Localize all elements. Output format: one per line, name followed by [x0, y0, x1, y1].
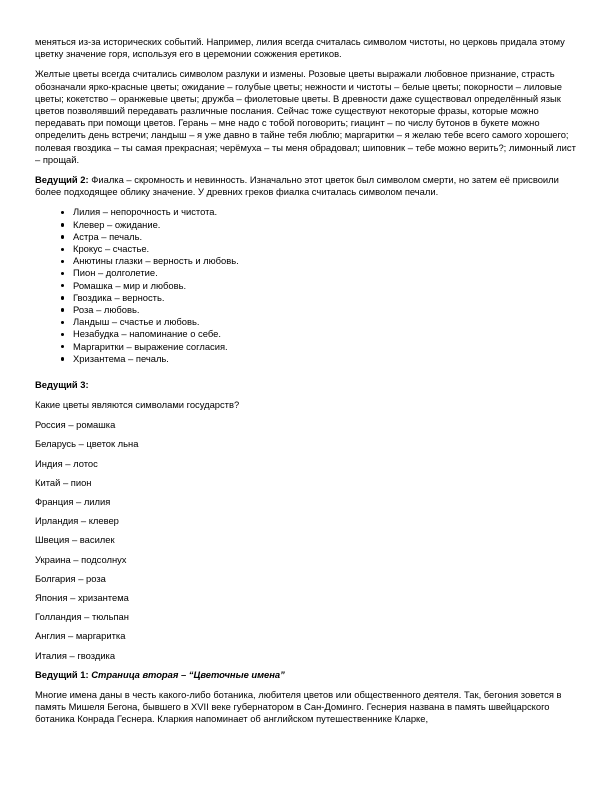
speaker-label: Ведущий 1:: [35, 668, 89, 680]
country-item: Ирландия – клевер: [35, 515, 119, 527]
section-heading: [35, 669, 577, 681]
list-item: Хризантема – печаль.: [73, 353, 577, 365]
country-item: Болгария – роза: [35, 572, 106, 584]
list-item: Гвоздика – верность.: [73, 292, 577, 304]
document-page: [35, 36, 577, 734]
list-item: Роза – любовь.: [73, 304, 577, 316]
speaker-label: Ведущий 2:: [35, 174, 89, 186]
list-item: Клевер – ожидание.: [73, 219, 577, 231]
country-item: Украина – подсолнух: [35, 553, 127, 565]
list-item: Маргаритки – выражение согласия.: [73, 341, 577, 353]
list-item: Лилия – непорочность и чистота.: [73, 206, 577, 218]
flower-meaning-list: [35, 206, 577, 364]
country-item: Беларусь – цветок льна: [35, 438, 139, 450]
country-item: Италия – гвоздика: [35, 649, 116, 661]
speaker-3-heading: Ведущий 3:: [35, 378, 89, 390]
list-item: Астра – печаль.: [73, 231, 577, 243]
country-item: Китай – пион: [35, 476, 92, 488]
paragraph-names: Многие имена даны в честь какого-либо ботаника, любителя цветов или общественного деятеля. Так, бегония зовется в память Мишеля Бегона, бывшего в XVII веке губернатором в Сан-Доминго. Геснерия названа в память швейцарского ботаника Конрада Геснера. Кларкия напоминает об английском путешественнике Кларке,: [35, 688, 562, 725]
country-item: Япония – хризантема: [35, 591, 129, 603]
country-item: Швеция – василек: [35, 534, 115, 546]
country-item: Россия – ромашка: [35, 419, 116, 431]
list-item: Ландыш – счастье и любовь.: [73, 316, 577, 328]
paragraph-text: Фиалка – скромность и невинность. Изначально этот цветок был символом смерти, но затем её присвоили более подходящее облику значение. У древних греков фиалка считалась символом печали.: [35, 174, 559, 198]
list-item: Пион – долголетие.: [73, 267, 577, 279]
list-item: Ромашка – мир и любовь.: [73, 280, 577, 292]
paragraph-colors: Желтые цветы всегда считались символом разлуки и измены. Розовые цветы выражали любовное признание, страсть обозначали ярко-красные цветы; ожидание – голубые цветы; нежности и чистоты – белые цветы; покорности – лиловые цветы; кокетство – оранжевые цветы; дружба – фиолетовые цветы. В древности даже существовал определённый язык цветов позволявший передавать различные послания. Сейчас тоже существуют некоторые фразы, которые можно передавать при помощи цветов. Герань – мне надо с тобой поговорить; гиацинт – по числу бутонов в букете можно определить день встречи; ландыш – я уже давно в тайне тебя люблю; маргаритки – я желаю тебе всего самого хорошего; полевая гвоздика – ты самая прекрасная; черёмуха – ты меня обрадовал; шиповник – тебе можно верить?; лимонный лист – прощай.: [35, 68, 576, 165]
list-item: Крокус – счастье.: [73, 243, 577, 255]
country-item: Франция – лилия: [35, 496, 111, 508]
paragraph-violet: [35, 174, 577, 198]
paragraph-history: меняться из-за исторических событий. Например, лилия всегда считалась символом чистоты, но церковь придала этому цветку значение горя, используя его в церемонии сожжения еретиков.: [35, 36, 565, 60]
country-list: [35, 419, 577, 661]
list-item: Незабудка – напоминание о себе.: [73, 328, 577, 340]
country-item: Индия – лотос: [35, 457, 98, 469]
country-item: Англия – маргаритка: [35, 630, 126, 642]
country-item: Голландия – тюльпан: [35, 611, 129, 623]
list-item: Анютины глазки – верность и любовь.: [73, 255, 577, 267]
section-title: Страница вторая – “Цветочные имена”: [88, 668, 285, 680]
question-text: Какие цветы являются символами государств?: [35, 399, 240, 411]
